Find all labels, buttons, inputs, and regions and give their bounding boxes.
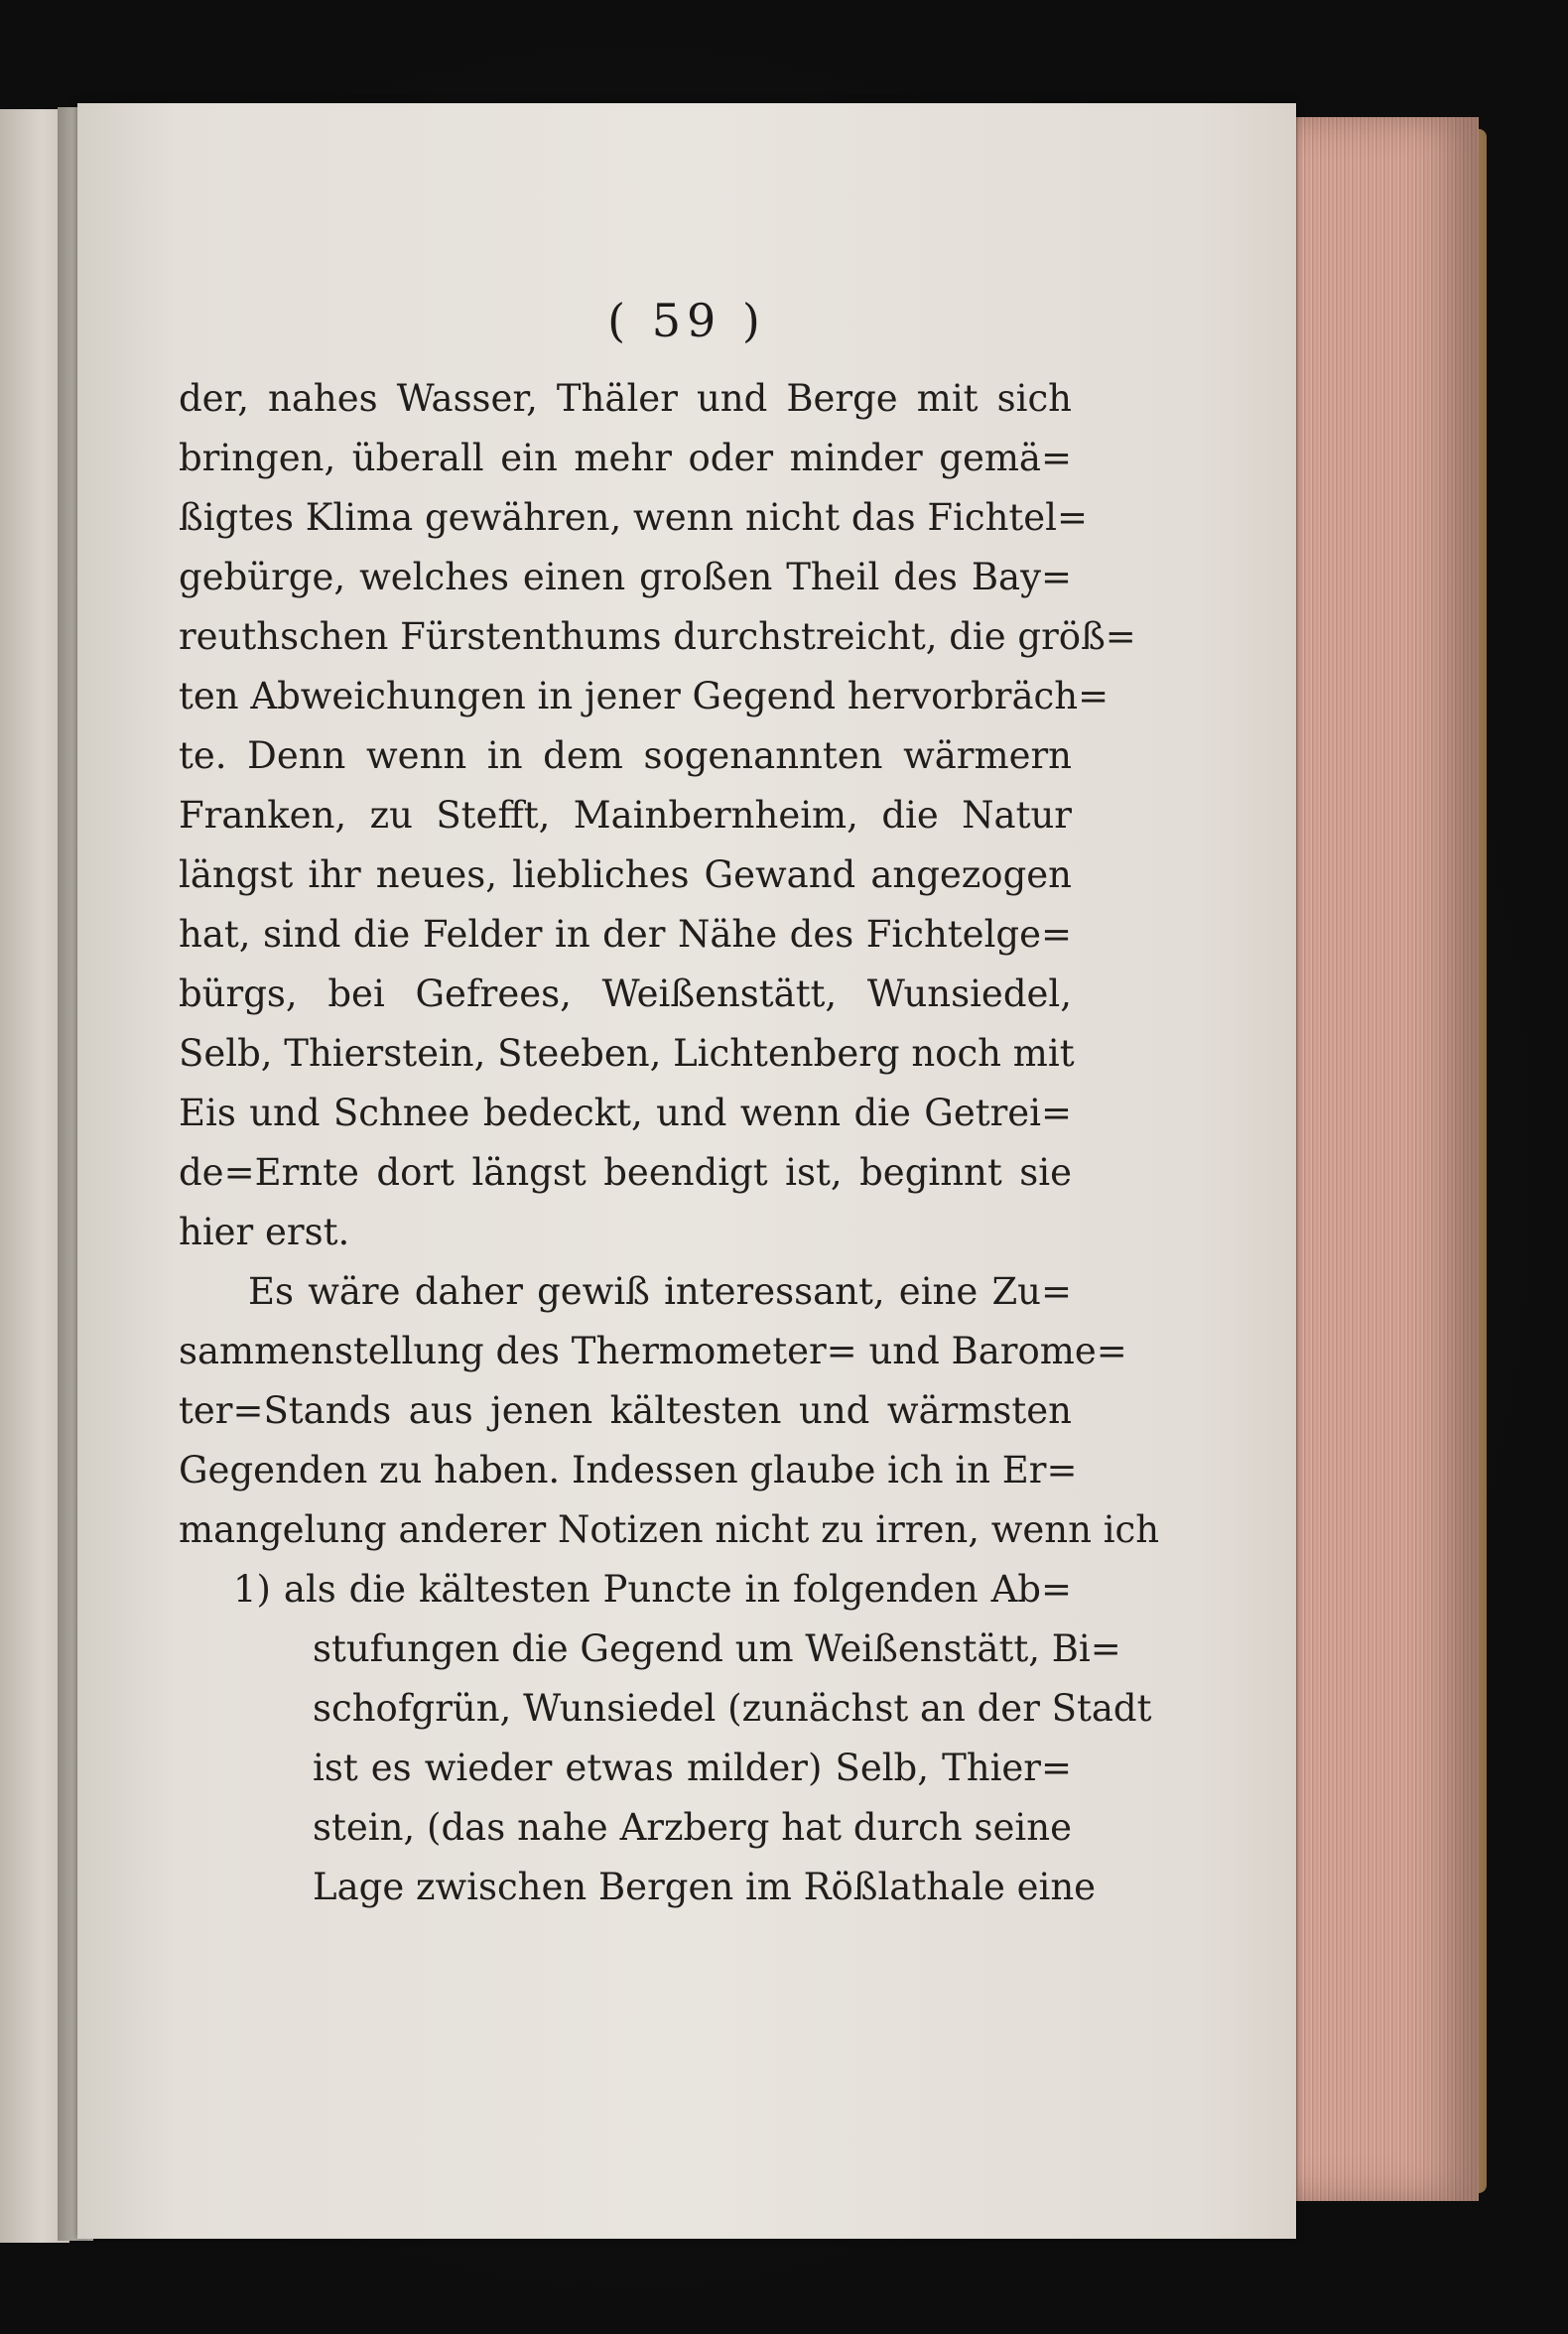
text-line: ßigtes Klima gewähren, wenn nicht das Fichtel= xyxy=(179,496,1089,539)
text-line: bringen, überall ein mehr oder minder gemä= xyxy=(179,437,1072,479)
list-item-line: ist es wieder etwas milder) Selb, Thier= xyxy=(313,1747,1072,1789)
text-line: mangelung anderer Notizen nicht zu irren, wenn ich xyxy=(179,1508,1160,1551)
text-line: Eis und Schnee bedeckt, und wenn die Getrei= xyxy=(179,1092,1072,1134)
text-line: reuthschen Fürstenthums durchstreicht, die größ= xyxy=(179,615,1136,658)
text-line: bürgs, bei Gefrees, Weißenstätt, Wunsiedel, xyxy=(179,972,1072,1015)
text-line: längst ihr neues, liebliches Gewand angezogen xyxy=(179,853,1072,896)
page-body-text xyxy=(179,369,1160,1917)
text-line: sammenstellung des Thermometer= und Barome= xyxy=(179,1330,1127,1372)
text-line: te. Denn wenn in dem sogenannten wärmern xyxy=(179,734,1072,777)
text-line: Gegenden zu haben. Indessen glaube ich in Er= xyxy=(179,1449,1078,1491)
list-item-first-line: 1) als die kältesten Puncte in folgenden Ab= xyxy=(233,1568,1072,1611)
page-number-header: ( 59 ) xyxy=(607,294,766,347)
text-line: ten Abweichungen in jener Gegend hervorbräch= xyxy=(179,675,1110,717)
text-line: hier erst. xyxy=(179,1211,350,1253)
text-line: hat, sind die Felder in der Nähe des Fichtelge= xyxy=(179,913,1072,956)
text-line: de=Ernte dort längst beendigt ist, beginnt sie xyxy=(179,1151,1072,1194)
text-line: der, nahes Wasser, Thäler und Berge mit sich xyxy=(179,377,1072,420)
list-item-line: schofgrün, Wunsiedel (zunächst an der Stadt xyxy=(313,1687,1152,1730)
list-item-line: stufungen die Gegend um Weißenstätt, Bi= xyxy=(313,1627,1121,1670)
text-line: Selb, Thierstein, Steeben, Lichtenberg noch mit xyxy=(179,1032,1075,1075)
text-line: gebürge, welches einen großen Theil des Bay= xyxy=(179,556,1072,598)
text-line: ter=Stands aus jenen kältesten und wärmsten xyxy=(179,1389,1072,1432)
paragraph-first-line: Es wäre daher gewiß interessant, eine Zu= xyxy=(248,1270,1072,1313)
text-line: Franken, zu Stefft, Mainbernheim, die Natur xyxy=(179,794,1072,837)
list-item-line: stein, (das nahe Arzberg hat durch seine xyxy=(313,1806,1072,1849)
list-item-line: Lage zwischen Bergen im Rößlathale eine xyxy=(313,1866,1097,1908)
book-fore-edge xyxy=(1280,117,1479,2201)
